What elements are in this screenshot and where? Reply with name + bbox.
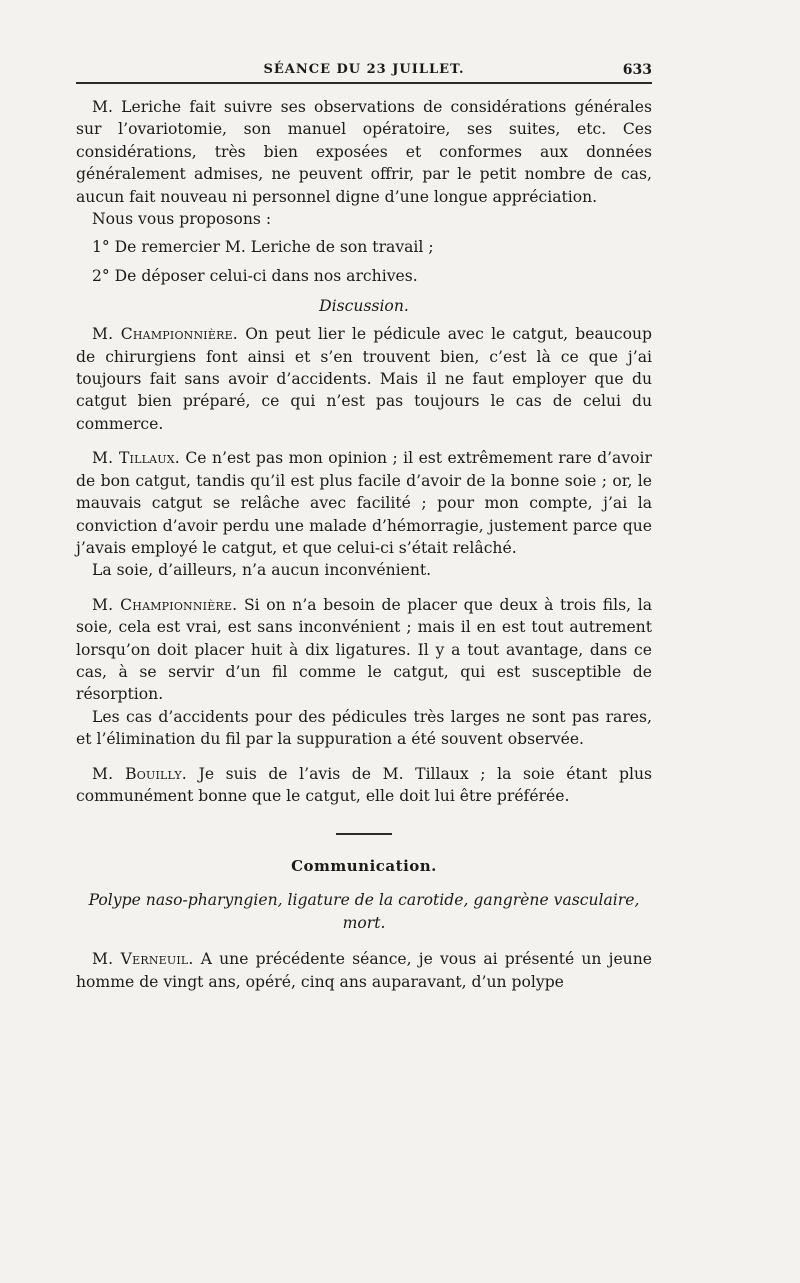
remark-text: Ce n’est pas mon opinion ; il est extrêmement rare d’avoir de bon catgut, tandis qu’il est plus facile d’avoir de la bonne soie ; or, le mauvais catgut se relâche avec facilité ; pour mon compte, j’ai la conviction d’avoir perdu une malade d’hémorragie, justement parce que j’avais employé le catgut, et que celui-ci s’était relâché. bbox=[76, 449, 652, 557]
remark-text: A une précédente séance, je vous ai présenté un jeune homme de vingt ans, opéré, cinq ans auparavant, d’un polype bbox=[76, 950, 652, 991]
running-title: SÉANCE DU 23 JUILLET. bbox=[263, 62, 465, 77]
page-number: 633 bbox=[622, 62, 652, 78]
remark-text: On peut lier le pédicule avec le catgut, beaucoup de chirurgiens font ainsi et s’en trouvent bien, c’est là ce que j’ai toujours fait sans avoir d’accidents. Mais il ne faut employer que du catgut bien préparé, ce qui n’est pas toujours le cas de celui du commerce. bbox=[76, 325, 652, 433]
speaker-name: M. Bouilly. bbox=[92, 764, 187, 783]
remark-text: Si on n’a besoin de placer que deux à trois fils, la soie, cela est vrai, est sans inconvénient ; mais il en est tout autrement lorsqu’on doit placer huit à dix ligatures. Il y a tout avantage, dans ce cas, à se servir d’un fil comme le catgut, qui est susceptible de résorption. bbox=[76, 595, 653, 704]
communication-heading: Communication. bbox=[291, 857, 437, 876]
verneuil-remark bbox=[76, 948, 652, 993]
proposal-item-1: 1° De remercier M. Leriche de son travail ; bbox=[92, 238, 434, 257]
speaker-name: M. Championnière. bbox=[92, 595, 238, 614]
tillaux-remark-continued: La soie, d’ailleurs, n’a aucun inconvénient. bbox=[92, 561, 432, 580]
championniere-remark-2-continued: Les cas d’accidents pour des pédicules très larges ne sont pas rares, et l’élimination du fil par la suppuration a été souvent observée. bbox=[76, 707, 652, 749]
tillaux-remark bbox=[76, 447, 652, 559]
speaker-name: M. Verneuil. bbox=[92, 950, 194, 969]
discussion-heading: Discussion. bbox=[319, 297, 409, 316]
section-divider bbox=[336, 833, 392, 835]
communication-subject: Polype naso-pharyngien, ligature de la carotide, gangrène vasculaire, mort. bbox=[88, 891, 640, 932]
intro-paragraph: M. Leriche fait suivre ses observations de considérations générales sur l’ovariotomie, son manuel opératoire, ses suites, etc. Ces considérations, très bien exposées et conformes aux données généralement admises, ne peuvent offrir, par le petit nombre de cas, aucun fait nouveau ni personnel digne d’une longue appréciation. bbox=[76, 98, 652, 206]
running-header bbox=[76, 58, 652, 84]
championniere-remark-1 bbox=[76, 323, 652, 435]
speaker-name: M. Championnière. bbox=[92, 325, 238, 344]
bouilly-remark bbox=[76, 763, 652, 808]
speaker-name: M. Tillaux. bbox=[92, 449, 180, 468]
page bbox=[76, 58, 652, 993]
championniere-remark-2 bbox=[76, 594, 652, 706]
proposal-item-2: 2° De déposer celui-ci dans nos archives. bbox=[92, 266, 418, 285]
proposal-line: Nous vous proposons : bbox=[92, 210, 272, 229]
remark-text: Je suis de l’avis de M. Tillaux ; la soie étant plus communément bonne que le catgut, elle doit lui être préférée. bbox=[76, 764, 652, 805]
